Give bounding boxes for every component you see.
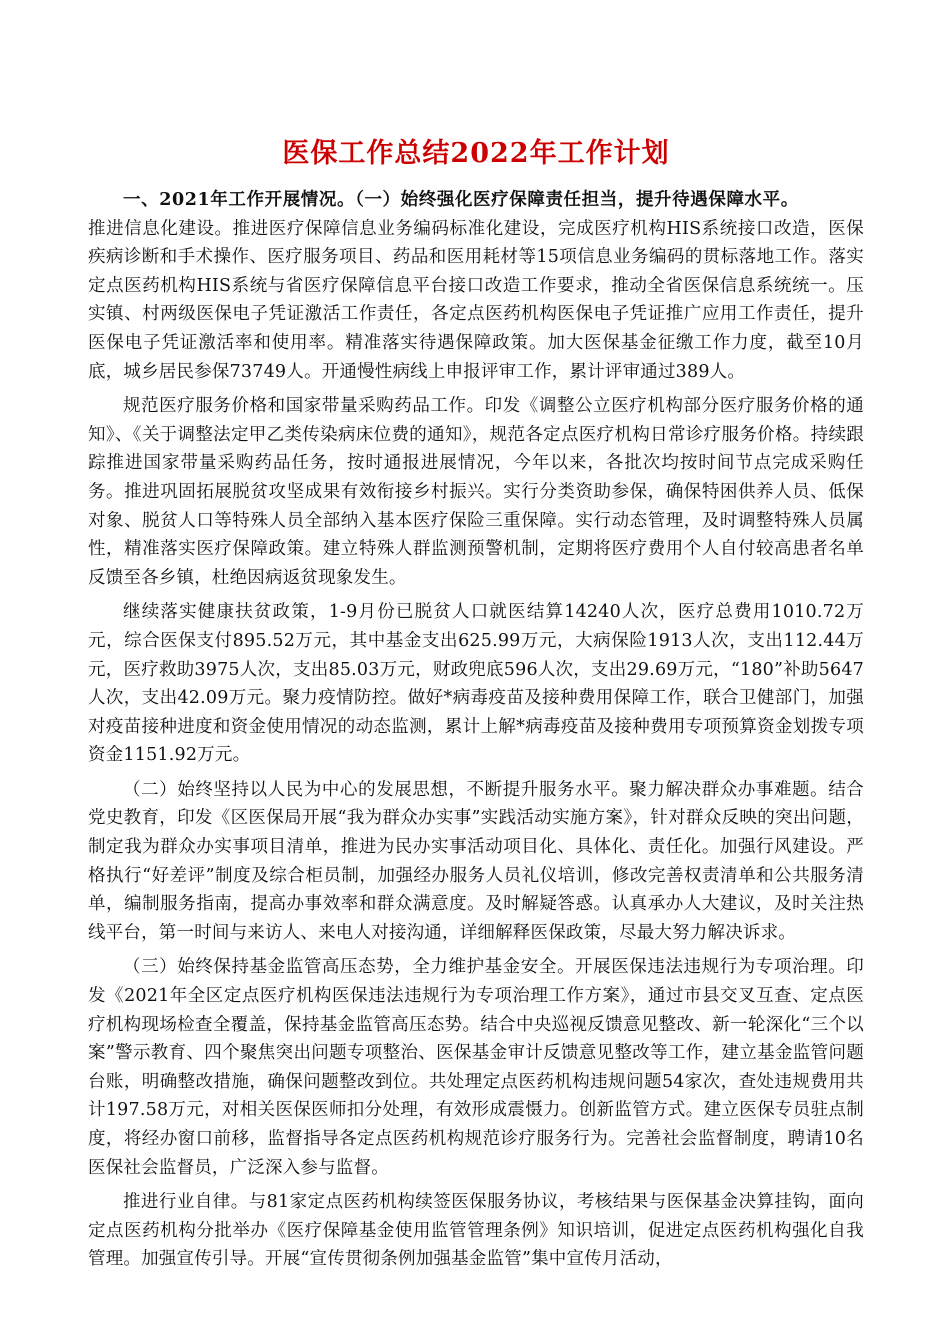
document-page [88, 132, 864, 1280]
paragraph-3: 继续落实健康扶贫政策，1-9月份已脱贫人口就医结算14240人次，医疗总费用1010.72万元，综合医保支付895.52万元，其中基金支出625.99万元，大病保险1913人次，支出112.44万元，医疗救助3975人次，支出85.03万元，财政兜底596人次，支出29.69万元，“180”补助5647人次，支出42.09万元。聚力疫情防控。做好*病毒疫苗及接种费用保障工作，联合卫健部门，加强对疫苗接种进度和资金使用情况的动态监测，累计上解*病毒疫苗及接种费用专项预算资金划拨专项资金1151.92万元。 [88, 602, 864, 766]
paragraph-4: （二）始终坚持以人民为中心的发展思想，不断提升服务水平。聚力解决群众办事难题。结合党史教育，印发《区医保局开展“我为群众办实事”实践活动实施方案》，针对群众反映的突出问题，制定我为群众办实事项目清单，推进为民办实事活动项目化、具体化、责任化。加强行风建设。严格执行“好差评”制度及综合柜员制，加强经办服务人员礼仪培训，修改完善权责清单和公共服务清单，编制服务指南，提高办事效率和群众满意度。及时解疑答惑。认真承办人大建议，及时关注热线平台，第一时间与来访人、来电人对接沟通，详细解释医保政策，尽最大努力解决诉求。 [88, 779, 864, 943]
paragraph-6: 推进行业自律。与81家定点医药机构续签医保服务协议，考核结果与医保基金决算挂钩，面向定点医药机构分批举办《医疗保障基金使用监管管理条例》知识培训，促进定点医药机构强化自我管理。加强宣传引导。开展“宣传贯彻条例加强基金监管”集中宣传月活动， [88, 1192, 864, 1270]
section-heading: 一、2021年工作开展情况。（一）始终强化医疗保障责任担当，提升待遇保障水平。 [123, 190, 799, 210]
paragraph-5: （三）始终保持基金监管高压态势，全力维护基金安全。开展医保违法违规行为专项治理。印发《2021年全区定点医疗机构医保违法违规行为专项治理工作方案》，通过市县交叉互查、定点医疗机构现场检查全覆盖，保持基金监管高压态势。结合中央巡视反馈意见整改、新一轮深化“三个以案”警示教育、四个聚焦突出问题专项整治、医保基金审计反馈意见整改等工作，建立基金监管问题台账，明确整改措施，确保问题整改到位。共处理定点医药机构违规问题54家次，查处违规费用共计197.58万元，对相关医保医师扣分处理，有效形成震慑力。创新监管方式。建立医保专员驻点制度，将经办窗口前移，监督指导各定点医药机构规范诊疗服务行为。完善社会监督制度，聘请10名医保社会监督员，广泛深入参与监督。 [88, 957, 864, 1178]
document-title: 医保工作总结2022年工作计划 [282, 138, 670, 169]
paragraph-1 [88, 186, 864, 386]
paragraph-2: 规范医疗服务价格和国家带量采购药品工作。印发《调整公立医疗机构部分医疗服务价格的通知》、《关于调整法定甲乙类传染病床位费的通知》，规范各定点医疗机构日常诊疗服务价格。持续跟踪推进国家带量采购药品任务，按时通报进展情况，今年以来，各批次均按时间节点完成采购任务。推进巩固拓展脱贫攻坚成果有效衔接乡村振兴。实行分类资助参保，确保特困供养人员、低保对象、脱贫人口等特殊人员全部纳入基本医疗保险三重保障。实行动态管理，及时调整特殊人员属性，精准落实医疗保障政策。建立特殊人群监测预警机制，定期将医疗费用个人自付较高患者名单反馈至各乡镇，杜绝因病返贫现象发生。 [88, 396, 864, 588]
paragraph-1-text: 推进信息化建设。推进医疗保障信息业务编码标准化建设，完成医疗机构HIS系统接口改造，医保疾病诊断和手术操作、医疗服务项目、药品和医用耗材等15项信息业务编码的贯标落地工作。落实定点医药机构HIS系统与省医疗保障信息平台接口改造工作要求，推动全省医保信息系统统一。压实镇、村两级医保电子凭证激活工作责任，各定点医药机构医保电子凭证推广应用工作责任，提升医保电子凭证激活率和使用率。精准落实待遇保障政策。加大医保基金征缴工作力度，截至10月底，城乡居民参保73749人。开通慢性病线上申报评审工作，累计评审通过389人。 [88, 218, 864, 382]
